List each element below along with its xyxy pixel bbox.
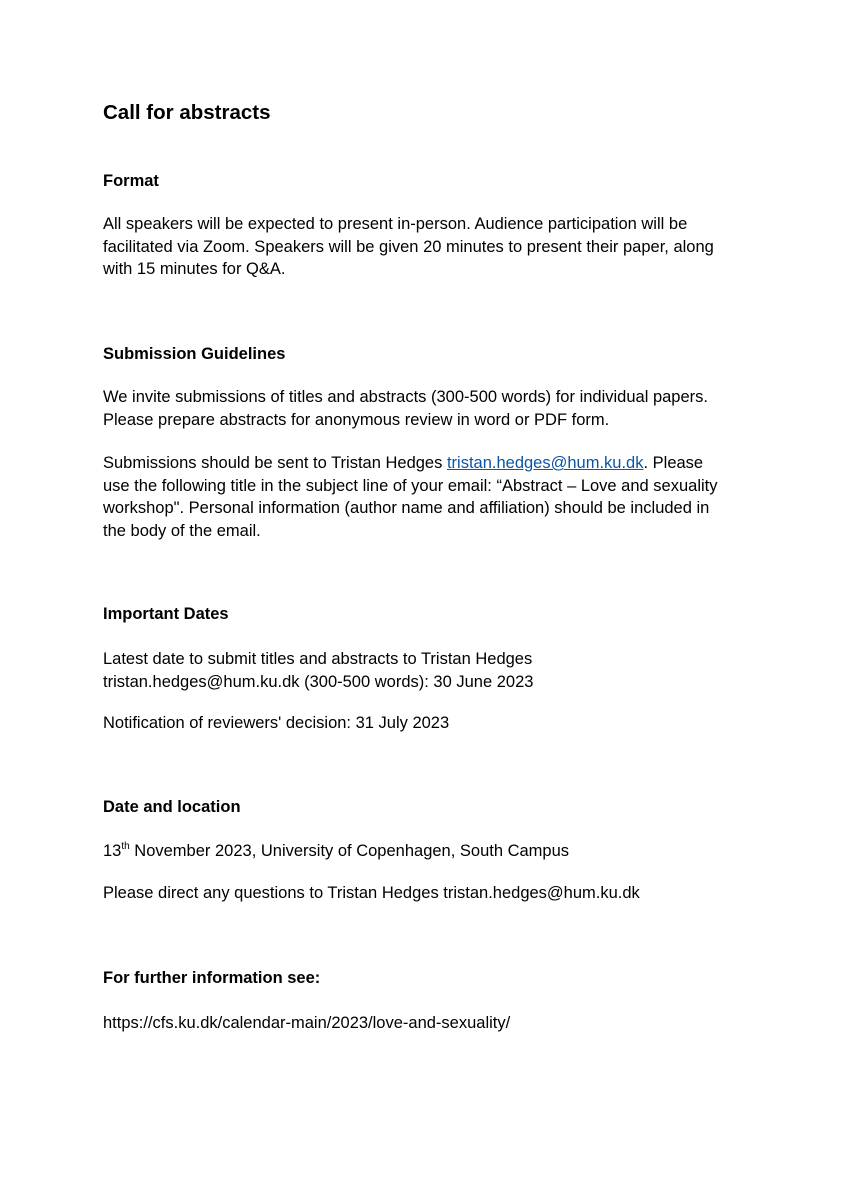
format-paragraph [103, 213, 763, 281]
deadline-paragraph [103, 648, 763, 693]
submission-heading: Submission Guidelines [103, 345, 286, 363]
format-line: with 15 minutes for Q&A. [103, 260, 286, 279]
page-title: Call for abstracts [103, 101, 271, 124]
questions-paragraph [103, 882, 763, 905]
format-line: All speakers will be expected to present in-person. Audience participation will be [103, 215, 688, 233]
submission-paragraph-2 [103, 452, 763, 543]
submission-line [103, 452, 763, 475]
submission-line: workshop". Personal information (author name and affiliation) should be included in [103, 499, 710, 518]
submission-line: use the following title in the subject line of your email: “Abstract – Love and sexuality [103, 476, 718, 495]
submission-text-after-email: . Please [643, 454, 704, 472]
notification-line: Notification of reviewers' decision: 31 July 2023 [103, 714, 450, 732]
questions-line: Please direct any questions to Tristan Hedges tristan.hedges@hum.ku.dk [103, 884, 640, 902]
email-link[interactable]: tristan.hedges@hum.ku.dk [446, 454, 644, 472]
deadline-line: Latest date to submit titles and abstracts to Tristan Hedges [103, 650, 533, 668]
event-day-suffix: th [121, 841, 130, 852]
event-date-location: November 2023, University of Copenhagen, South Campus [129, 842, 570, 860]
format-line: facilitated via Zoom. Speakers will be given 20 minutes to present their paper, along [103, 237, 714, 256]
submission-line: We invite submissions of titles and abstracts (300-500 words) for individual papers. [103, 388, 708, 406]
dates-heading: Important Dates [103, 605, 229, 623]
deadline-line: tristan.hedges@hum.ku.dk (300-500 words): 30 June 2023 [103, 672, 534, 691]
further-info-url: https://cfs.ku.dk/calendar-main/2023/love-and-sexuality/ [103, 1014, 511, 1032]
date-location-paragraph [103, 840, 763, 863]
submission-line: Please prepare abstracts for anonymous review in word or PDF form. [103, 410, 610, 429]
notification-paragraph [103, 712, 763, 735]
submission-line: the body of the email. [103, 522, 261, 541]
event-day: 13 [103, 842, 122, 860]
further-info-heading: For further information see: [103, 969, 321, 987]
submission-paragraph-1 [103, 386, 763, 431]
location-heading: Date and location [103, 798, 241, 816]
submission-text-before-email: Submissions should be sent to Tristan Hedges [103, 454, 447, 472]
format-heading: Format [103, 172, 159, 190]
further-info-paragraph [103, 1012, 763, 1035]
